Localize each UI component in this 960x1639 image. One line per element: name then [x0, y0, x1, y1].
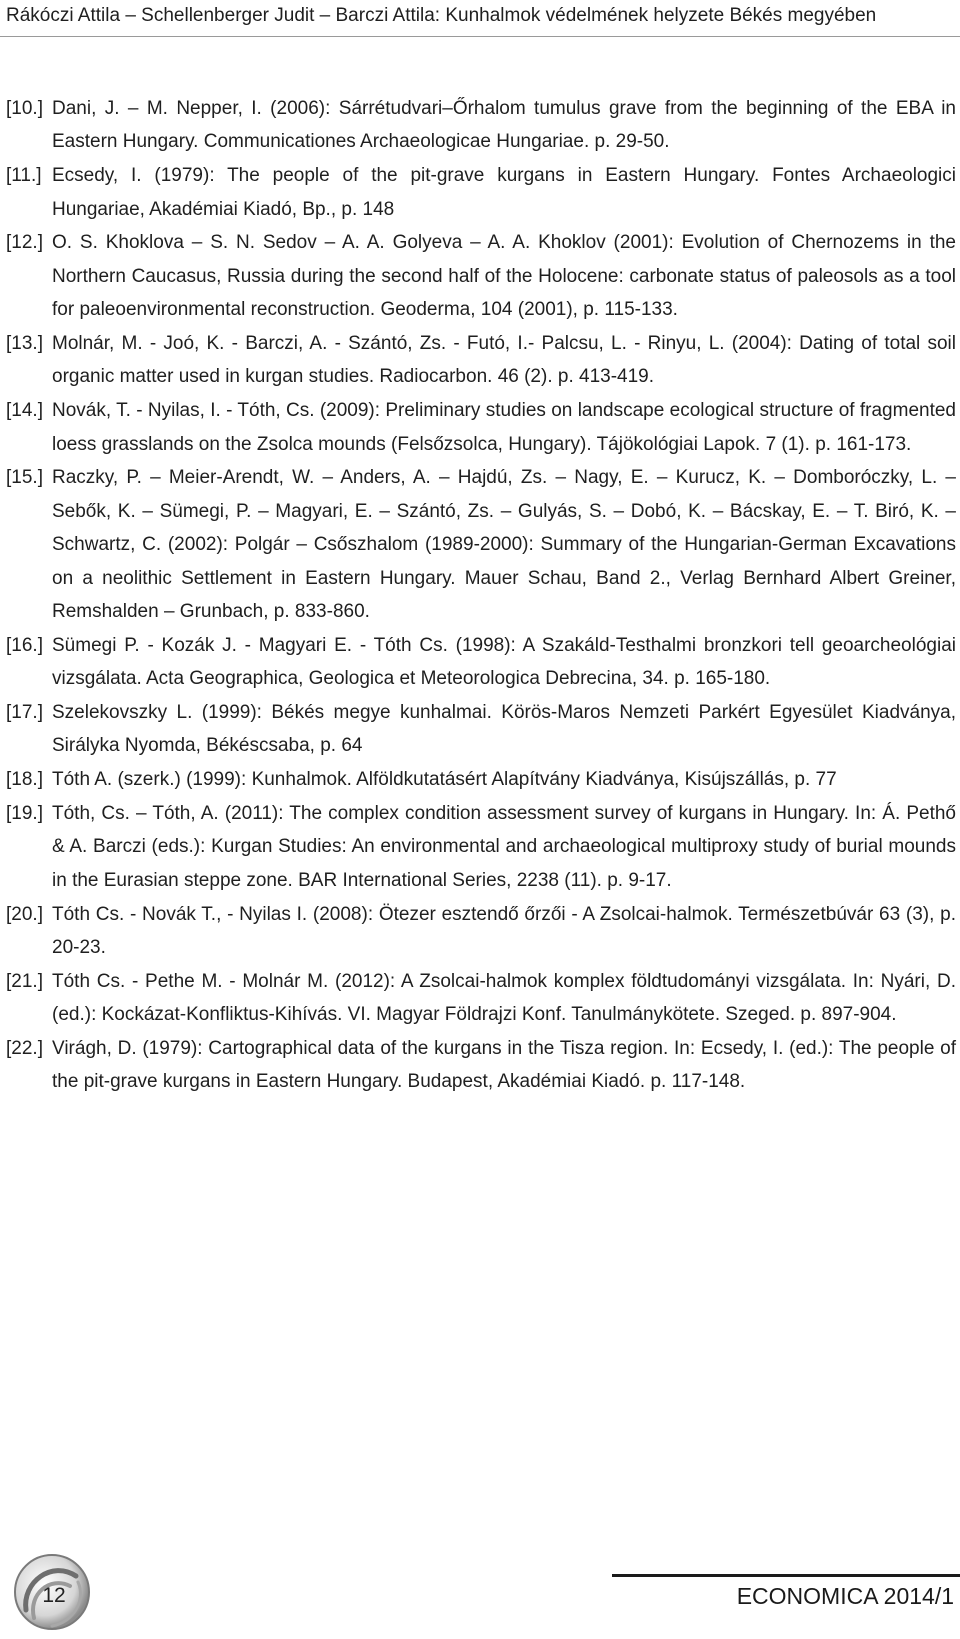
header-rule: [0, 36, 960, 37]
reference-item: [6, 394, 956, 461]
reference-text: Virágh, D. (1979): Cartographical data of the kurgans in the Tisza region. In: Ecsedy, I. (ed.): The people of the pit-grave kurgans in Eastern Hungary. Budapest, Akadémiai Kiadó. p. 117-148.: [52, 1038, 956, 1093]
reference-text: Tóth Cs. - Pethe M. - Molnár M. (2012): A Zsolcai-halmok komplex földtudományi vizsgálata. In: Nyári, D. (ed.): Kockázat-Konfliktus-Kihívás. VI. Magyar Földrajzi Konf. Tanulmánykötete. Szeged. p. 897-904.: [52, 970, 956, 1026]
reference-item: [6, 629, 956, 696]
reference-item: [6, 965, 956, 1032]
reference-text: Novák, T. - Nyilas, I. - Tóth, Cs. (2009): Preliminary studies on landscape ecological structure of fragmented loess grasslands on the Zsolca mounds (Felsőzsolca, Hungary). Tájökológiai Lapok. 7 (1). p. 161-173.: [52, 400, 956, 455]
reference-number: [19.]: [6, 803, 43, 825]
reference-number: [18.]: [6, 769, 43, 791]
reference-item: [6, 1032, 956, 1099]
reference-text: Ecsedy, I. (1979): The people of the pit-grave kurgans in Eastern Hungary. Fontes Archaeologici Hungariae, Akadémiai Kiadó, Bp., p. 148: [52, 165, 956, 220]
reference-number: [12.]: [6, 232, 43, 254]
reference-text: Sümegi P. - Kozák J. - Magyari E. - Tóth Cs. (1998): A Szakáld-Testhalmi bronzkori tell geoarcheológiai vizsgálata. Acta Geographica, Geologica et Meteorologica Debrecina, 34. p. 165-180.: [52, 634, 956, 690]
reference-number: [13.]: [6, 333, 43, 355]
reference-item: [6, 898, 956, 965]
reference-text: Raczky, P. – Meier-Arendt, W. – Anders, A. – Hajdú, Zs. – Nagy, E. – Kurucz, K. – Domboróczky, L. – Sebők, K. – Sümegi, P. – Magyari, E. – Szántó, Zs. – Gulyás, S. – Dobó, K. – Bácskay, E. – T. Biró, K. – Schwartz, C. (2002): Polgár – Csőszhalom (1989-2000): Summary of the Hungarian-German Excavations on a neolithic Settlement in Eastern Hungary. Mauer Schau, Band 2., Verlag Bernhard Albert Greiner, Remshalden – Grunbach, p. 833-860.: [52, 467, 956, 623]
reference-item: [6, 763, 956, 796]
reference-item: [6, 159, 956, 226]
reference-item: [6, 92, 956, 159]
journal-issue: ECONOMICA 2014/1: [736, 1583, 954, 1609]
running-header: Rákóczi Attila – Schellenberger Judit – Barczi Attila: Kunhalmok védelmének helyzete Békés megyében: [6, 5, 877, 26]
reference-text: Tóth A. (szerk.) (1999): Kunhalmok. Alföldkutatásért Alapítvány Kiadványa, Kisújszállás, p. 77: [52, 769, 837, 791]
reference-number: [11.]: [6, 165, 42, 187]
footer-rule: [612, 1574, 960, 1577]
reference-number: [15.]: [6, 467, 43, 489]
reference-number: [17.]: [6, 702, 43, 724]
reference-number: [16.]: [6, 634, 43, 656]
reference-item: [6, 696, 956, 763]
reference-item: [6, 327, 956, 394]
reference-item: [6, 226, 956, 326]
reference-text: Tóth, Cs. – Tóth, A. (2011): The complex condition assessment survey of kurgans in Hungary. In: Á. Pethő & A. Barczi (eds.): Kurgan Studies: An environmental and archaeological multiproxy study of burial mounds in the Eurasian steppe zone. BAR International Series, 2238 (11). p. 9-17.: [52, 803, 956, 891]
reference-number: [20.]: [6, 903, 43, 925]
reference-list: [6, 92, 956, 1099]
reference-number: [14.]: [6, 400, 43, 422]
reference-number: [21.]: [6, 970, 43, 992]
reference-text: Molnár, M. - Joó, K. - Barczi, A. - Szántó, Zs. - Futó, I.- Palcsu, L. - Rinyu, L. (2004): Dating of total soil organic matter used in kurgan studies. Radiocarbon. 46 (2). p. 413-419.: [52, 333, 956, 388]
reference-item: [6, 461, 956, 628]
reference-number: [22.]: [6, 1038, 43, 1060]
reference-item: [6, 797, 956, 897]
reference-text: Tóth Cs. - Novák T., - Nyilas I. (2008): Ötezer esztendő őrzői - A Zsolcai-halmok. Természetbúvár 63 (3), p. 20-23.: [52, 903, 956, 959]
reference-text: O. S. Khoklova – S. N. Sedov – A. A. Golyeva – A. A. Khoklov (2001): Evolution of Chernozems in the Northern Caucasus, Russia during the second half of the Holocene: carbonate status of paleosols as a tool for paleoenvironmental reconstruction. Geoderma, 104 (2001), p. 115-133.: [52, 232, 956, 321]
reference-text: Dani, J. – M. Nepper, I. (2006): Sárrétudvari–Őrhalom tumulus grave from the beginning of the EBA in Eastern Hungary. Communicationes Archaeologicae Hungariae. p. 29-50.: [52, 98, 956, 153]
reference-number: [10.]: [6, 98, 43, 119]
reference-text: Szelekovszky L. (1999): Békés megye kunhalmai. Körös-Maros Nemzeti Parkért Egyesület Kiadványa, Sirályka Nyomda, Békéscsaba, p. 64: [52, 702, 956, 757]
page-number: 12: [42, 1584, 66, 1607]
